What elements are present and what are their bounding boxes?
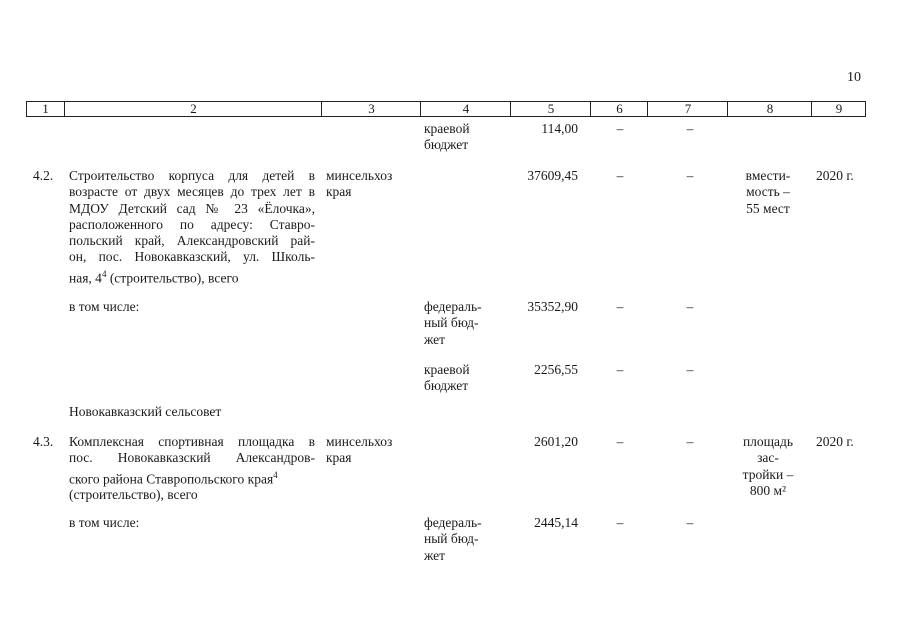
funding-source <box>424 515 482 564</box>
source-line: бюджет <box>424 378 469 394</box>
description-line: возрасте от двух месяцев до трех лет в <box>69 184 315 200</box>
col7-value: – <box>686 515 694 530</box>
result-line: 800 м² <box>749 482 787 498</box>
table-header <box>26 101 866 117</box>
col7-value: – <box>686 299 694 314</box>
header-col-2: 2 <box>64 102 322 116</box>
description-line: Строительство корпуса для детей в <box>69 168 315 183</box>
section-heading: Новокавказский сельсовет <box>69 404 222 419</box>
expected-result <box>726 168 810 217</box>
footnote-mark: 4 <box>101 268 107 279</box>
item-description <box>69 168 315 287</box>
col7-value: – <box>686 362 694 377</box>
source-line: ный бюд- <box>424 315 479 331</box>
source-line: федераль- <box>424 299 482 314</box>
page-number: 10 <box>847 70 861 85</box>
description-line: ского района Ставропольского края$^4$ <box>69 469 278 487</box>
source-line: краевой <box>424 121 470 136</box>
funding-source <box>424 299 482 348</box>
executor-line: минсельхоз <box>326 434 393 449</box>
source-line: жет <box>424 547 446 563</box>
col6-value: – <box>616 299 624 314</box>
executor <box>326 168 392 201</box>
description-line: Комплексная спортивная площадка в <box>69 434 315 449</box>
description-line: ная, $4^4$ (строительство), всего <box>69 268 239 286</box>
amount: 2256,55 <box>534 362 578 377</box>
description-line: пос. Новокавказский Александров- <box>69 450 315 466</box>
col6-value: – <box>616 515 624 530</box>
source-line: федераль- <box>424 515 482 530</box>
col7-value: – <box>686 168 694 183</box>
result-line: тройки – <box>742 466 794 482</box>
amount: 35352,90 <box>527 299 578 314</box>
amount: 2445,14 <box>534 515 578 530</box>
header-col-9: 9 <box>811 102 866 116</box>
result-line: 55 мест <box>746 200 790 216</box>
description-line: (строительство), всего <box>69 487 198 503</box>
header-col-7: 7 <box>647 102 728 116</box>
executor-line: края <box>326 450 352 466</box>
item-description <box>69 434 315 504</box>
year: 2020 г. <box>816 434 854 449</box>
header-col-6: 6 <box>590 102 648 116</box>
result-line: вмести- <box>745 168 791 183</box>
including-label: в том числе: <box>69 515 140 530</box>
header-col-1: 1 <box>42 101 49 116</box>
col7-value: – <box>686 434 694 449</box>
header-col-4: 4 <box>420 102 511 116</box>
item-number: 4.2. <box>33 168 54 183</box>
header-col-3: 3 <box>321 102 421 116</box>
item-number: 4.3. <box>33 434 54 449</box>
funding-source <box>424 362 470 395</box>
funding-source <box>424 121 470 154</box>
amount: 2601,20 <box>534 434 578 449</box>
header-col-8: 8 <box>727 102 812 116</box>
year: 2020 г. <box>816 168 854 183</box>
result-line: мость – <box>746 184 790 200</box>
description-line: польский край, Александровский рай- <box>69 233 315 249</box>
result-line: зас- <box>757 450 779 466</box>
including-label: в том числе: <box>69 299 140 314</box>
col6-value: – <box>616 121 624 136</box>
source-line: ный бюд- <box>424 531 479 547</box>
col7-value: – <box>686 121 694 136</box>
footnote-mark: 4 <box>273 469 278 480</box>
col6-value: – <box>616 434 624 449</box>
executor-line: минсельхоз <box>326 168 393 183</box>
result-line: площадь <box>742 434 794 449</box>
col6-value: – <box>616 362 624 377</box>
source-line: жет <box>424 331 446 347</box>
source-line: бюджет <box>424 137 469 153</box>
description-line: МДОУ Детский сад № 23 «Ёлочка», <box>69 200 315 216</box>
amount: 37609,45 <box>527 168 578 183</box>
source-line: краевой <box>424 362 470 377</box>
col6-value: – <box>616 168 624 183</box>
expected-result <box>726 434 810 499</box>
description-line: он, пос. Новокавказский, ул. Школь- <box>69 249 315 265</box>
amount: 114,00 <box>541 121 578 136</box>
header-col-5: 5 <box>510 102 591 116</box>
executor <box>326 434 392 467</box>
description-line: расположенного по адресу: Ставро- <box>69 216 315 232</box>
executor-line: края <box>326 184 352 200</box>
